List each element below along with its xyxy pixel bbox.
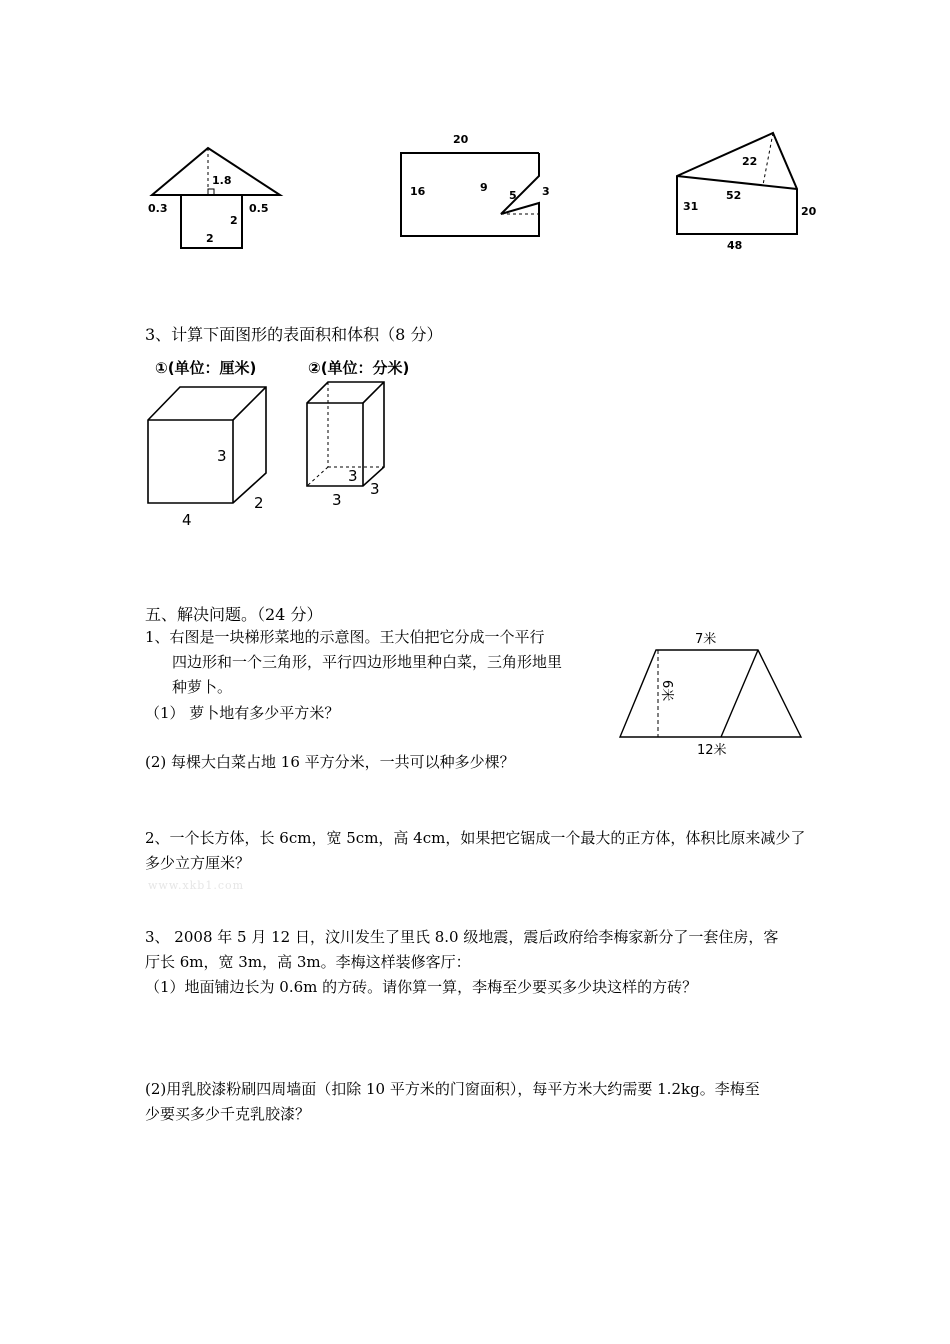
p1-line-2: 四边形和一个三角形，平行四边形地里种白菜，三角形地里 [172,653,563,671]
notch-label-nine: 9 [480,181,488,194]
cuboid1-depth: 2 [254,494,264,512]
pent-label-52: 52 [726,189,742,202]
figure-house [145,140,290,255]
watermark: www.xkb1.com [148,879,245,892]
p1-sub2: (2) 每棵大白菜占地 16 平方分米，一共可以种多少棵？ [145,753,515,771]
section5-title: 五、解决问题。（24 分） [145,605,323,624]
p3-sub2-line-2: 少要买多少千克乳胶漆？ [145,1105,311,1123]
notch-label-left: 16 [410,185,426,198]
trap-label-top: 7米 [695,632,717,647]
p1-line-1: 1、右图是一块梯形菜地的示意图。王大伯把它分成一个平行 [145,628,545,646]
notch-label-three: 3 [542,185,550,198]
cuboid2-caption: ②(单位：分米) [308,359,410,377]
q3-title: 3、计算下面图形的表面积和体积（8 分） [145,325,443,344]
p3-line-2: 厅长 6m，宽 3m，高 3m。李梅这样装修客厅： [145,953,471,971]
notch-label-five: 5 [509,189,517,202]
cuboid2-length: 3 [332,491,342,509]
pent-label-31: 31 [683,200,699,213]
p3-sub2-line-1: (2)用乳胶漆粉刷四周墙面（扣除 10 平方米的门窗面积），每平方米大约需要 1.2kg。李梅至 [145,1080,760,1098]
figure-notched-rect [395,128,555,243]
cuboid2-inner: 3 [348,467,358,485]
cuboid1-height: 3 [217,447,227,465]
pent-label-20: 20 [801,205,817,218]
figure-trapezoid [615,625,810,765]
cuboid2-depth: 3 [370,480,380,498]
cuboid1-length: 4 [182,511,192,529]
figure-cuboid-2 [300,355,420,515]
pent-label-48: 48 [727,239,743,252]
house-label-side: 2 [230,214,238,227]
house-label-right: 0.5 [249,202,269,215]
trap-label-bottom: 12米 [697,743,727,758]
p1-line-3: 种萝卜。 [172,678,233,696]
house-label-height: 1.8 [212,174,232,187]
p2-line-1: 2、一个长方体，长 6cm，宽 5cm，高 4cm，如果把它锯成一个最大的正方体，体积比原来减少了 [145,829,806,847]
pent-label-22: 22 [742,155,758,168]
p1-sub1: （1） 萝卜地有多少平方米？ [145,704,340,722]
cuboid1-caption: ①(单位：厘米) [155,359,257,377]
p3-line-1: 3、 2008 年 5 月 12 日，汶川发生了里氏 8.0 级地震，震后政府给李梅家新分了一套住房，客 [145,928,779,946]
house-label-left: 0.3 [148,202,168,215]
house-label-bottom: 2 [206,232,214,245]
trap-label-height: 6米 [659,680,674,702]
notch-label-top: 20 [453,133,469,146]
figure-pentagon [670,125,830,255]
figure-cuboid-1 [140,355,290,530]
p3-sub1: （1）地面铺边长为 0.6m 的方砖。请你算一算，李梅至少要买多少块这样的方砖？ [145,978,698,996]
p2-line-2: 多少立方厘米？ [145,854,251,872]
